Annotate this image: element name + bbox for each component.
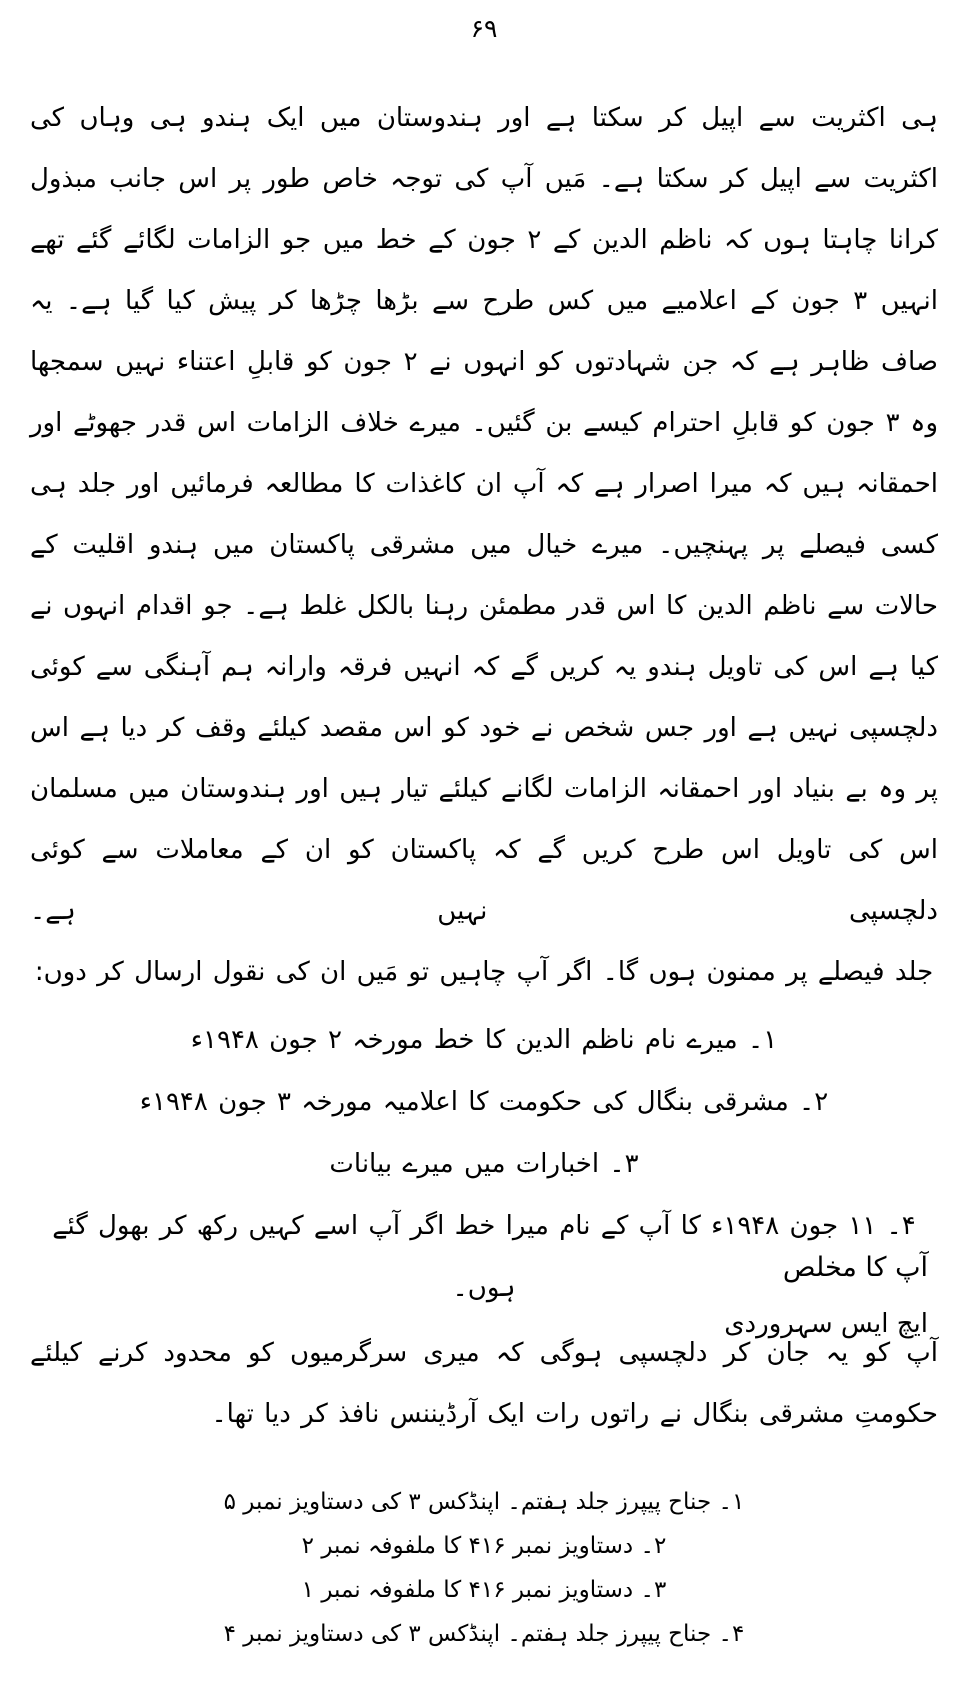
body-paragraph-1: ہی اکثریت سے اپیل کر سکتا ہے اور ہندوستان میں ایک ہندو ہی وہاں کی اکثریت سے اپیل کر سکتا ہے۔ مَیں آپ کی توجہ خاص طور پر اس جانب مبذول کرانا چاہتا ہوں کہ ناظم الدین کے ۲ جون کے خط میں جو الزامات لگائے گئے تھے انہیں ۳ جون کے اعلامیے میں کس طرح سے بڑھا چڑھا کر پیش کیا گیا ہے۔ یہ صاف ظاہر ہے کہ جن شہادتوں کو انہوں نے ۲ جون کو قابلِ اعتناء نہیں سمجھا وہ ۳ جون کو قابلِ احترام کیسے بن گئیں۔ میرے خلاف الزامات اس قدر جھوٹے اور احمقانہ ہیں کہ میرا اصرار ہے کہ آپ ان کاغذات کا مطالعہ فرمائیں اور جلد ہی کسی فیصلے پر پہنچیں۔ میرے خیال میں مشرقی پاکستان میں ہندو اقلیت کے حالات سے ناظم الدین کا اس قدر مطمئن رہنا بالکل غلط ہے۔ جو اقدام انہوں نے کیا ہے اس کی تاویل ہندو یہ کریں گے کہ انہیں فرقہ وارانہ ہم آہنگی سے کوئی دلچسپی نہیں ہے اور جس شخص نے خود کو اس مقصد کیلئے وقف کر دیا ہے اس پر وہ بے بنیاد اور احمقانہ الزامات لگانے کیلئے تیار ہیں اور ہندوستان میں مسلمان اس کی تاویل اس طرح کریں گے کہ پاکستان کو ان کے معاملات سے کوئی دلچسپی نہیں ہے۔ [30,103,938,926]
page-number: ۶۹ [470,14,498,43]
footnote-item: ۲۔ دستاویز نمبر ۴۱۶ کا ملفوفہ نمبر ۲ [301,1533,667,1559]
signature-block [724,1240,928,1352]
body-paragraph-2: جلد فیصلے پر ممنون ہوں گا۔ اگر آپ چاہیں تو مَیں ان کی نقول ارسال کر دوں: [34,957,934,987]
footnote-item: ۱۔ جناح پیپرز جلد ہفتم۔ اپنڈکس ۳ کی دستاویز نمبر ۵ [223,1489,745,1515]
closing-paragraph: آپ کو یہ جان کر دلچسپی ہوگی کہ میری سرگرمیوں کو محدود کرنے کیلئے حکومتِ مشرقی بنگال نے راتوں رات ایک آرڈیننس نافذ کر دیا تھا۔ [30,1338,938,1429]
footnote-item: ۴۔ جناح پیپرز جلد ہفتم۔ اپنڈکس ۳ کی دستاویز نمبر ۴ [223,1621,745,1647]
signature-name: ایچ ایس سہروردی [724,1309,928,1339]
footnote-item: ۳۔ دستاویز نمبر ۴۱۶ کا ملفوفہ نمبر ۱ [301,1577,667,1603]
list-item: ۳۔ اخبارات میں میرے بیانات [329,1149,639,1179]
list-item: ۱۔ میرے نام ناظم الدین کا خط مورخہ ۲ جون ۱۹۴۸ء [190,1025,778,1055]
valediction: آپ کا مخلص [782,1252,928,1283]
list-item: ۲۔ مشرقی بنگال کی حکومت کا اعلامیہ مورخہ ۳ جون ۱۹۴۸ء [139,1087,829,1117]
list-item: ۴۔ ۱۱ جون ۱۹۴۸ء کا آپ کے نام میرا خط اگر آپ اسے کہیں رکھ کر بھول گئے ہوں۔ [52,1211,916,1303]
footnotes-block [30,1480,938,1656]
